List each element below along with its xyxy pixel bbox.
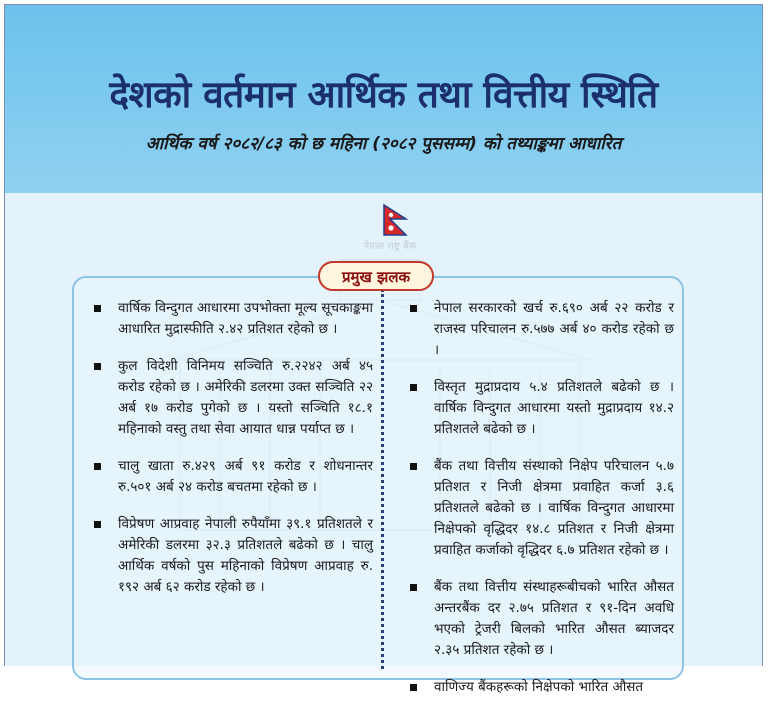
page-subtitle: आर्थिक वर्ष २०८२/८३ को छ महिना (२०८२ पुससम्म) को तथ्याङ्कमा आधारित — [145, 134, 622, 154]
bullet-icon — [94, 363, 101, 370]
item-text: चालु खाता रु.४२९ अर्ब ९१ करोड र शोधनान्तर रु.५०१ अर्ब २४ करोड बचतमा रहेको छ । — [118, 458, 373, 495]
bullet-icon — [410, 463, 417, 470]
highlights-right-column — [404, 298, 674, 714]
list-item — [88, 298, 373, 340]
bullet-icon — [410, 305, 417, 312]
item-text: वार्षिक विन्दुगत आधारमा उपभोक्ता मूल्य सूचकाङ्कमा आधारित मुद्रास्फीति २.४२ प्रतिशत रहेको छ । — [118, 300, 373, 337]
list-item — [404, 577, 674, 661]
item-text: बैंक तथा वित्तीय संस्थाहरूबीचको भारित औसत अन्तरबैंक दर २.७५ प्रतिशत र ९१-दिन अवधि भएको ट्रेजरी बिलको भारित औसत ब्याजदर २.३५ प्रतिशत रहेको छ । — [434, 579, 674, 658]
bullet-icon — [94, 305, 101, 312]
item-text: वाणिज्य बैंकहरूको निक्षेपको भारित औसत — [434, 679, 644, 695]
bullet-icon — [410, 384, 417, 391]
item-text: विस्तृत मुद्राप्रदाय ५.४ प्रतिशतले बढेको छ । वार्षिक विन्दुगत आधारमा यस्तो मुद्राप्रदाय १४.२ प्रतिशतले बढेको छ । — [434, 379, 674, 437]
page-title: देशको वर्तमान आर्थिक तथा वित्तीय स्थिति — [109, 73, 658, 116]
column-divider — [381, 289, 384, 669]
list-item — [88, 356, 373, 440]
bullet-icon — [410, 684, 417, 691]
header-banner — [5, 5, 762, 193]
bullet-icon — [94, 521, 101, 528]
list-item — [404, 377, 674, 440]
item-text: बैंक तथा वित्तीय संस्थाको निक्षेप परिचालन ५.७ प्रतिशत र निजी क्षेत्रमा प्रवाहित कर्जा ३.६ प्रतिशतले बढेको छ । वार्षिक विन्दुगत आधारमा निक्षेपको वृद्धिदर १४.८ प्रतिशत र निजी क्षेत्रमा प्रवाहित कर्जाको वृद्धिदर ६.७ प्रतिशत रहेको छ । — [434, 458, 674, 558]
highlights-badge — [318, 261, 434, 291]
item-text: कुल विदेशी विनिमय सञ्चिति रु.२२४२ अर्ब ४५ करोड रहेको छ । अमेरिकी डलरमा उक्त सञ्चिति २२ अर्ब १७ करोड पुगेको छ । यस्तो सञ्चिति १८.१ महिनाको वस्तु तथा सेवा आयात धान्न पर्याप्त छ । — [118, 358, 373, 437]
list-item — [404, 298, 674, 361]
highlights-left-column — [88, 298, 373, 614]
list-item — [404, 677, 674, 698]
emblem-caption: नेपाल राष्ट्र बैंक — [363, 241, 417, 252]
list-item — [404, 456, 674, 561]
highlights-heading: प्रमुख झलक — [341, 268, 411, 286]
bullet-icon — [410, 584, 417, 591]
bullet-icon — [94, 463, 101, 470]
list-item — [88, 456, 373, 498]
nepal-flag-icon — [380, 203, 410, 237]
item-text: नेपाल सरकारको खर्च रु.६९० अर्ब २२ करोड र राजस्व परिचालन रु.५७७ अर्ब ४० करोड रहेको छ । — [434, 300, 674, 358]
item-text: विप्रेषण आप्रवाह नेपाली रुपैयाँमा ३९.१ प्रतिशतले र अमेरिकी डलरमा ३२.३ प्रतिशतले बढेको छ । चालु आर्थिक वर्षको पुस महिनाको विप्रेषण आप्रवाह रु. १९२ अर्ब ६२ करोड रहेको छ । — [118, 516, 373, 595]
list-item — [88, 514, 373, 598]
